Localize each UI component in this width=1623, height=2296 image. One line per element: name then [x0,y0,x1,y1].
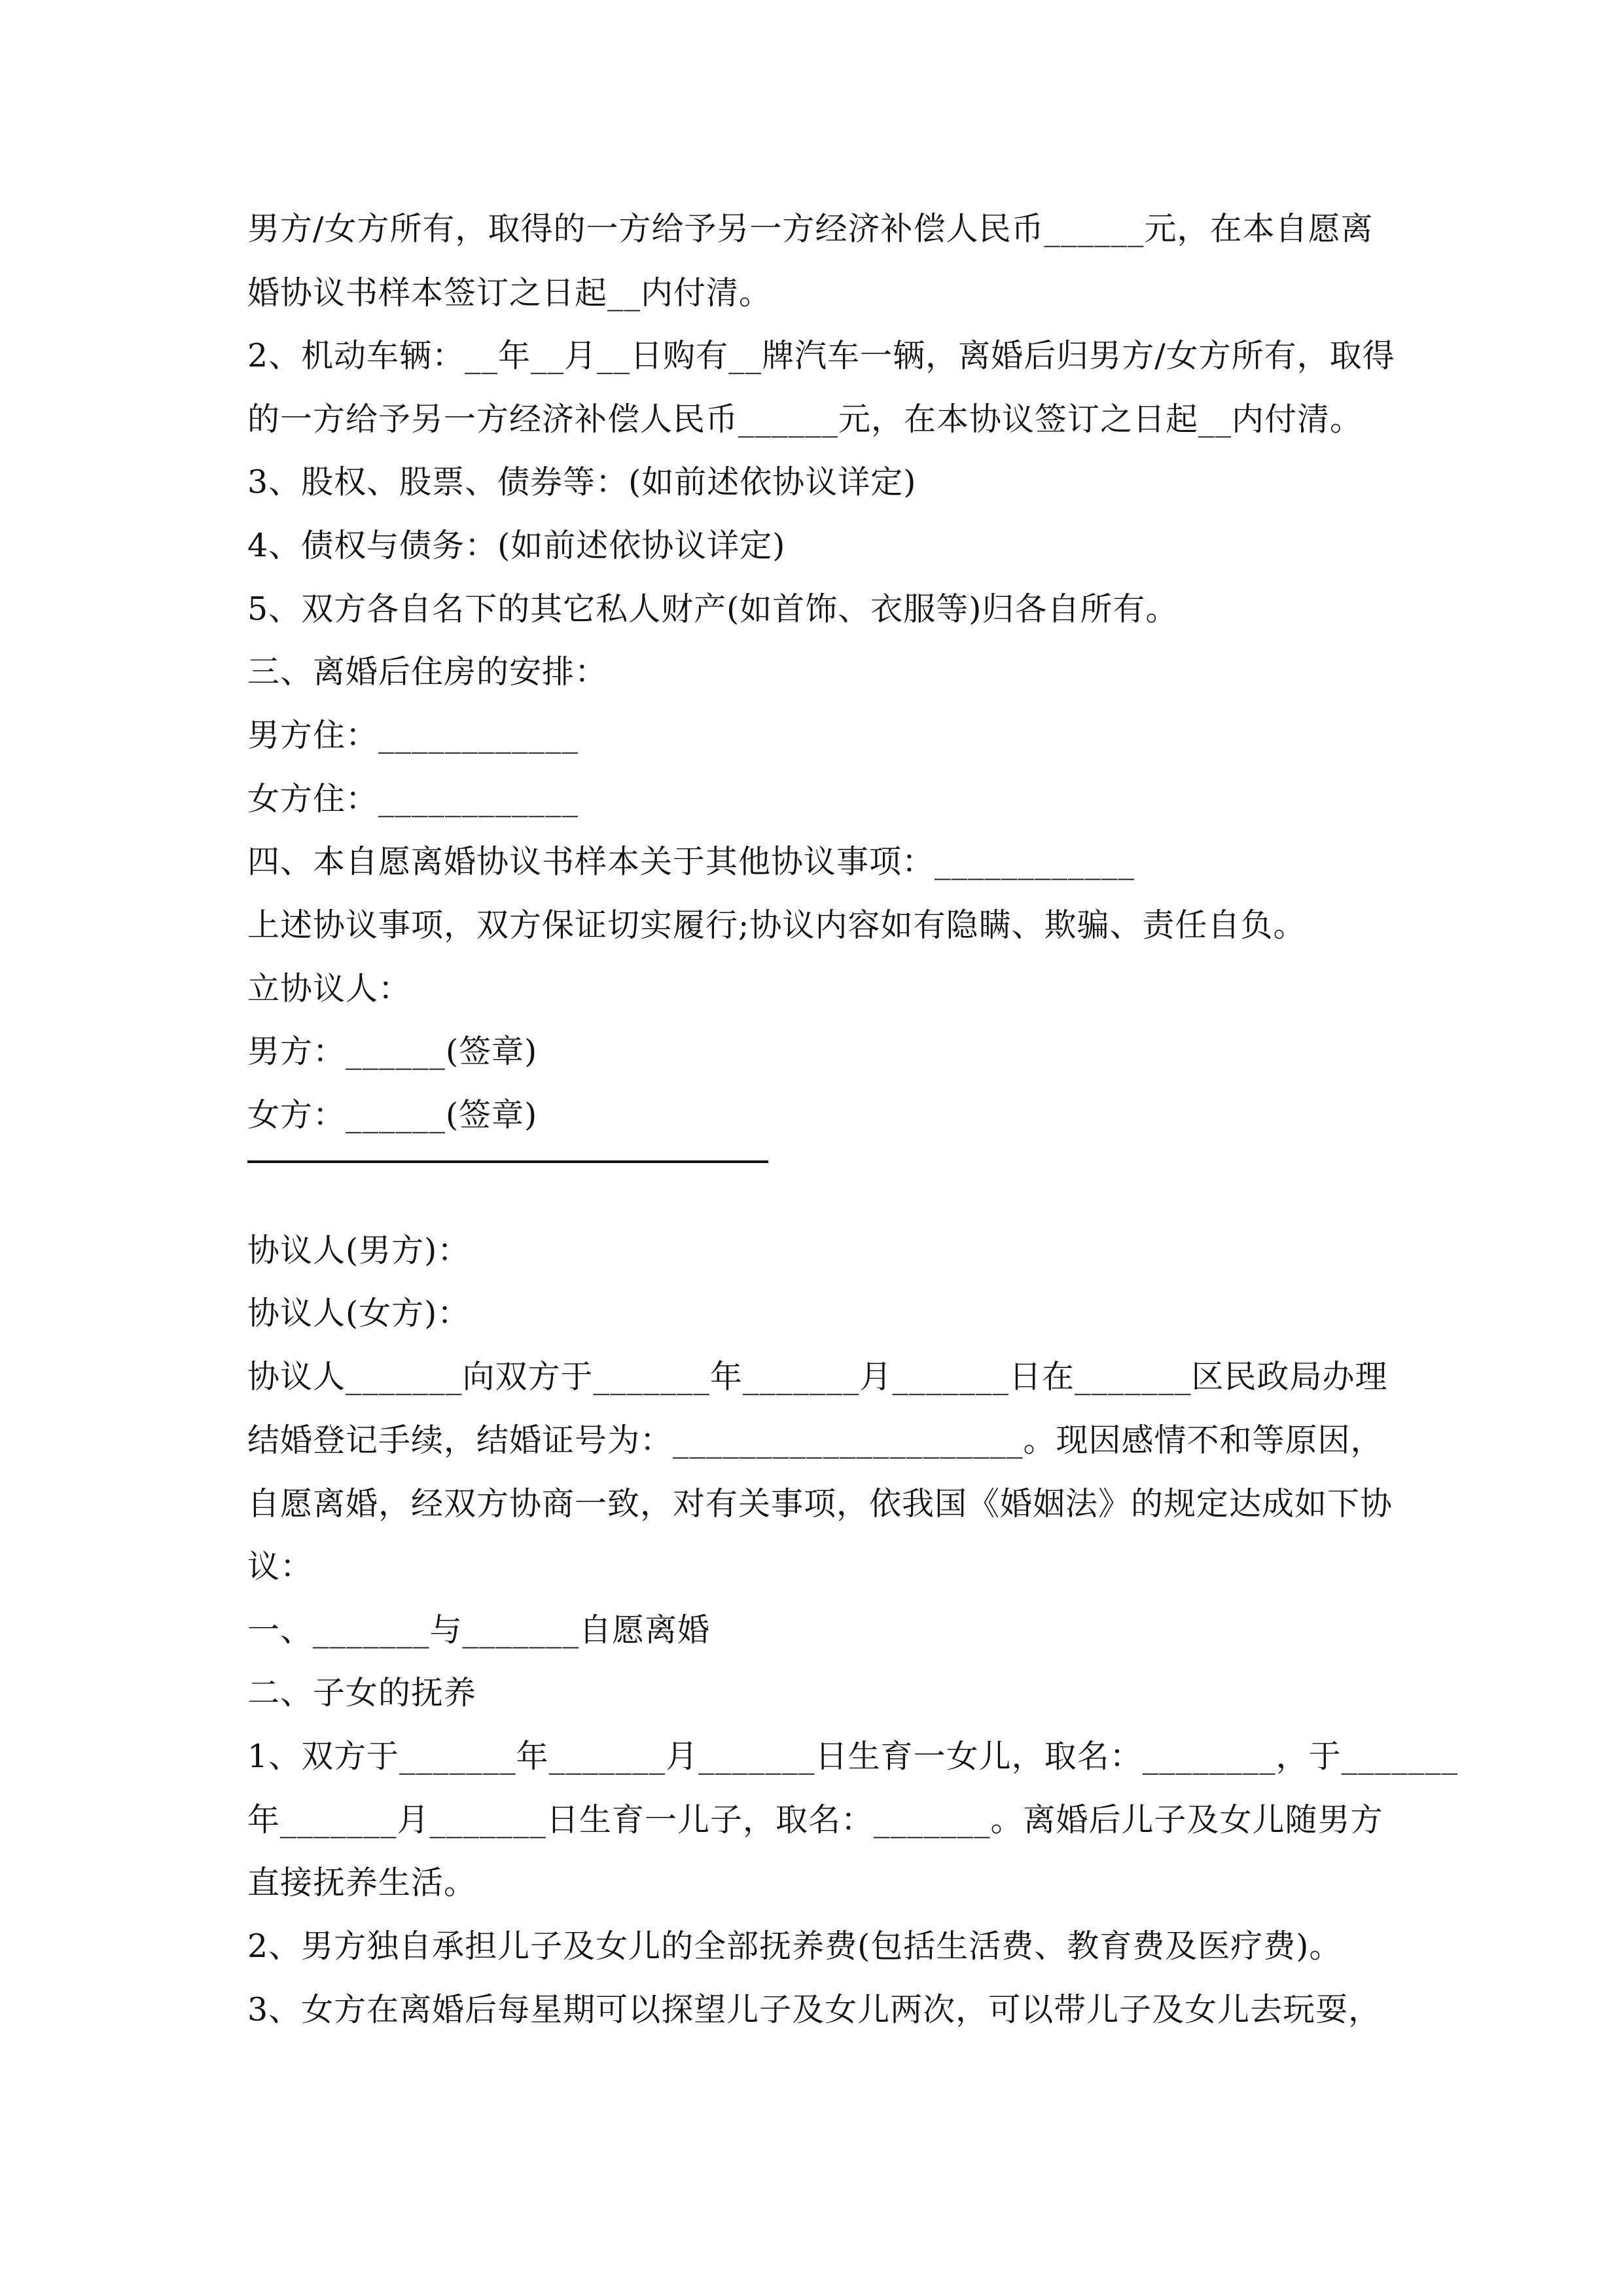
text-line: 协议人(男方)： [247,1232,471,1269]
text-line: 2、机动车辆：__年__月__日购有__牌汽车一辆，离婚后归男方/女方所有，取得 [247,337,1395,374]
text-line: 1、双方于_______年_______月_______日生育一女儿，取名：________，于_______ [247,1738,1459,1775]
separator-rule [247,1160,768,1163]
text-line: 协议人(女方)： [247,1295,471,1332]
text-line: 年_______月_______日生育一儿子，取名：_______。离婚后儿子及女儿随男方 [247,1801,1383,1839]
text-line: 婚协议书样本签订之日起__内付清。 [247,274,772,312]
text-line: 的一方给予另一方经济补偿人民币______元，在本协议签订之日起__内付清。 [247,401,1363,438]
text-line: 女方住：____________ [247,780,579,817]
text-line: 男方住：____________ [247,717,579,754]
text-line: 男方/女方所有，取得的一方给予另一方经济补偿人民币______元，在本自愿离 [247,210,1374,247]
text-line: 议： [247,1548,313,1585]
section-heading: 二、子女的抚养 [247,1674,477,1712]
text-line: 自愿离婚，经双方协商一致，对有关事项，依我国《婚姻法》的规定达成如下协 [247,1485,1393,1522]
text-line: 5、双方各自名下的其它私人财产(如首饰、衣服等)归各自所有。 [247,590,1179,628]
text-line: 2、男方独自承担儿子及女儿的全部抚养费(包括生活费、教育费及医疗费)。 [247,1928,1342,1965]
text-line: 直接抚养生活。 [247,1864,477,1901]
signature-line-female: 女方：______(签章) [247,1096,538,1134]
text-line: 4、债权与债务：(如前述依协议详定) [247,527,786,564]
section-heading: 一、_______与_______自愿离婚 [247,1611,711,1649]
text-line: 上述协议事项，双方保证切实履行;协议内容如有隐瞒、欺骗、责任自负。 [247,906,1306,944]
section-heading: 四、本自愿离婚协议书样本关于其他协议事项：____________ [247,843,1135,880]
section-heading: 三、离婚后住房的安排： [247,653,608,691]
text-line: 立协议人： [247,970,412,1007]
text-line: 3、女方在离婚后每星期可以探望儿子及女儿两次，可以带儿子及女儿去玩耍， [247,1991,1382,2028]
signature-line-male: 男方：______(签章) [247,1033,538,1070]
text-line: 3、股权、股票、债券等：(如前述依协议详定) [247,463,917,501]
text-line: 结婚登记手续，结婚证号为：_____________________。现因感情不和等原因， [247,1422,1383,1459]
text-line: 协议人_______向双方于_______年_______月_______日在_______区民政局办理 [247,1358,1388,1395]
